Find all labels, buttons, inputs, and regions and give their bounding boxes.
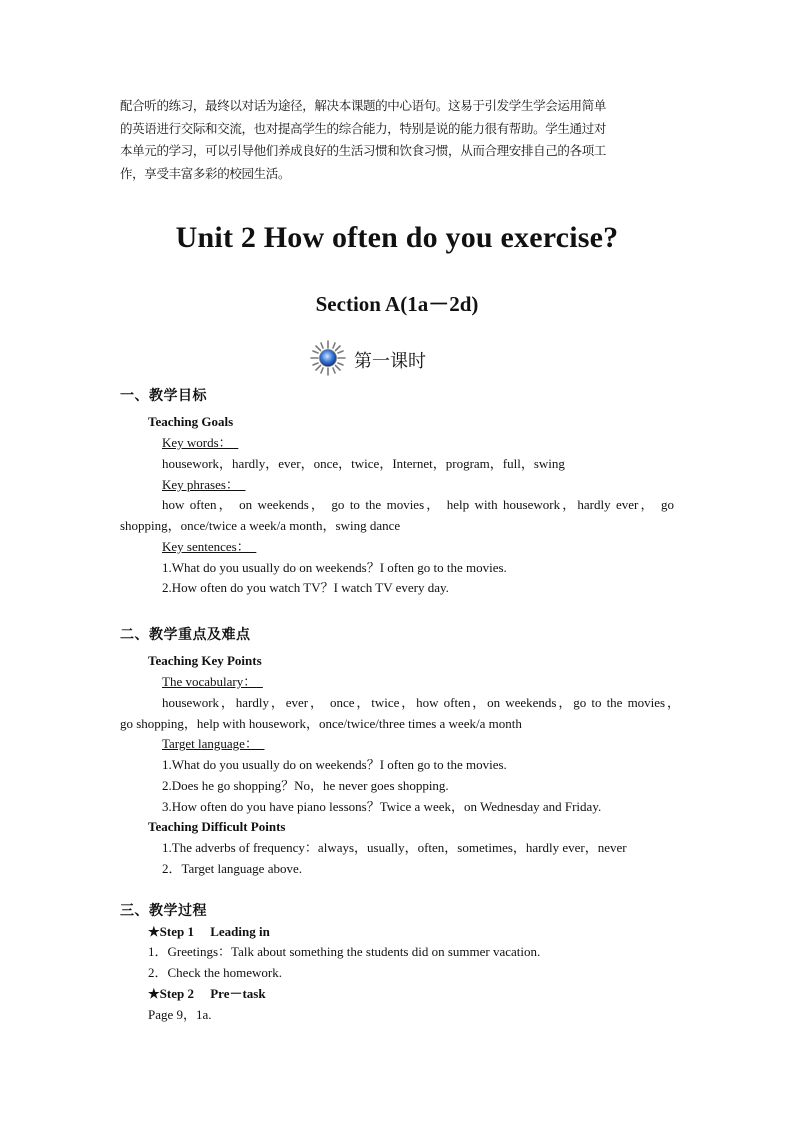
step-title: ★Step 2 Pre－task xyxy=(148,986,266,1001)
difficult-point: 2．Target language above. xyxy=(162,861,302,876)
teaching-goals-title: Teaching Goals xyxy=(148,414,234,429)
key-sentence: 1.What do you usually do on weekends？I often go to the movies. xyxy=(162,560,507,575)
target-sentence: 1.What do you usually do on weekends？I often go to the movies. xyxy=(162,757,507,772)
difficult-points-title: Teaching Difficult Points xyxy=(148,819,286,834)
step-item: 1．Greetings：Talk about something the students did on summer vacation. xyxy=(148,944,541,959)
intro-line: 本单元的学习，可以引导他们养成良好的生活习惯和饮食习惯，从而合理安排自己的各项工 xyxy=(120,143,607,158)
vocabulary-line: housework，hardly，ever， once，twice，how often，on weekends，go to the movies， xyxy=(162,695,680,710)
key-phrases-line: shopping，once/twice a week/a month，swing dance xyxy=(120,518,401,533)
key-points-title: Teaching Key Points xyxy=(148,653,262,668)
unit-title: Unit 2 How often do you exercise? xyxy=(175,221,619,254)
intro-line: 作，享受丰富多彩的校园生活。 xyxy=(120,165,291,181)
key-words-label: Key words： xyxy=(162,435,232,450)
vocabulary-line: go shopping，help with housework，once/twice/three times a week/a month xyxy=(120,716,522,731)
section-heading: 一、教学目标 xyxy=(120,388,207,404)
key-phrases-label: Key phrases： xyxy=(162,477,239,492)
section-heading: 三、教学过程 xyxy=(120,903,207,919)
lesson-label: 第一课时 xyxy=(354,351,426,372)
key-sentence: 2.How often do you watch TV？I watch TV every day. xyxy=(162,580,449,595)
target-language-label: Target language： xyxy=(162,736,258,751)
intro-line: 配合听的练习，最终以对话为途径，解决本课题的中心语句。这易于引发学生学会运用简单 xyxy=(120,98,607,113)
target-sentence: 2.Does he go shopping？No，he never goes shopping. xyxy=(162,778,449,793)
intro-paragraph xyxy=(120,95,680,185)
step-item: Page 9，1a. xyxy=(148,1007,212,1022)
sun-icon xyxy=(310,340,346,381)
section-subtitle: Section A(1a－2d) xyxy=(315,292,479,316)
target-sentence: 3.How often do you have piano lessons？Twice a week，on Wednesday and Friday. xyxy=(162,799,602,814)
lesson-heading xyxy=(310,342,426,378)
step-item: 2．Check the homework. xyxy=(148,965,282,980)
key-sentences-label: Key sentences： xyxy=(162,539,250,554)
step-title: ★Step 1 Leading in xyxy=(148,924,270,939)
key-phrases-line: how often， on weekends， go to the movies， help with housework，hardly ever， go xyxy=(162,497,674,512)
intro-line: 的英语进行交际和交流，也对提高学生的综合能力，特别是说的能力很有帮助。学生通过对 xyxy=(120,120,607,136)
vocabulary-label: The vocabulary： xyxy=(162,674,257,689)
key-words-list: housework，hardly，ever，once，twice，Internet，program，full，swing xyxy=(162,456,565,471)
section-heading: 二、教学重点及难点 xyxy=(120,627,251,643)
difficult-point: 1.The adverbs of frequency：always，usually，often，sometimes，hardly ever，never xyxy=(162,840,627,855)
